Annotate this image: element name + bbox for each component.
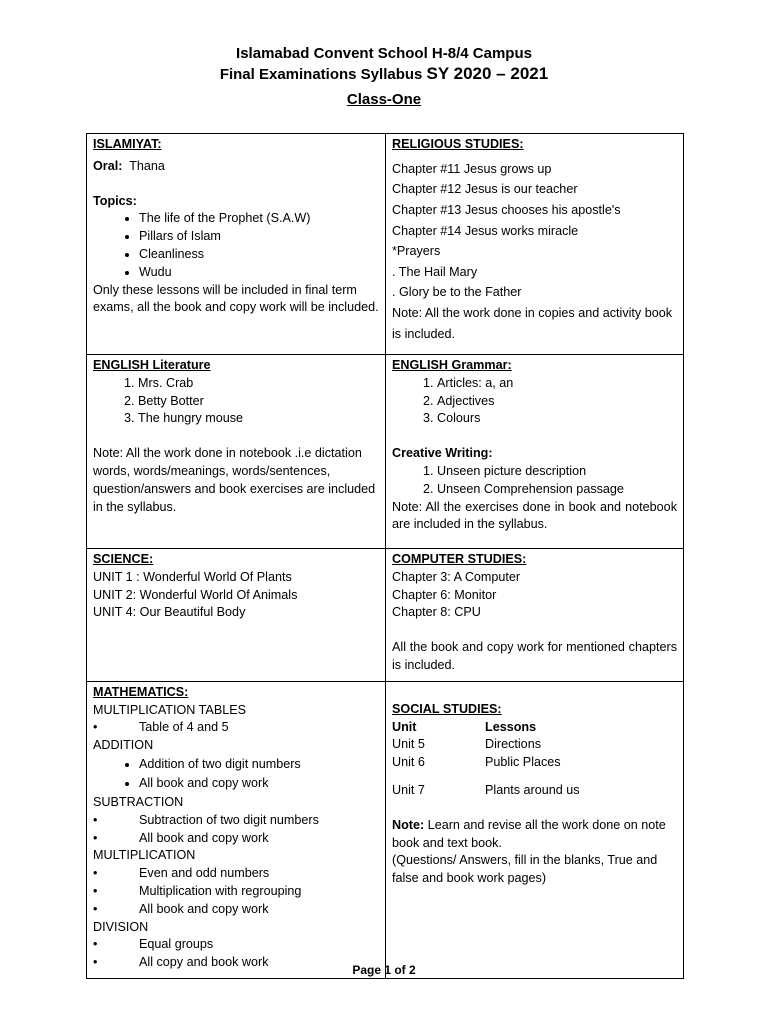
list-item: 3. Colours <box>437 410 677 428</box>
social-studies-note <box>392 817 677 853</box>
note-text: Learn and revise all the work done on note book and text book. <box>392 817 666 850</box>
list-item: • Cleanliness <box>139 246 379 264</box>
list-item: Chapter 8: CPU <box>392 605 481 620</box>
lesson-name: Plants around us <box>485 782 580 797</box>
religious-cell <box>386 134 684 355</box>
list-item: • Wudu <box>139 264 379 282</box>
list-item: *Prayers <box>392 244 441 259</box>
list-item: • The life of the Prophet (S.A.W) <box>139 210 379 228</box>
list-item: 2. Betty Botter <box>138 393 379 411</box>
list-item <box>93 883 379 901</box>
mathematics-cell <box>87 681 386 978</box>
bullet: • <box>93 830 98 845</box>
social-studies-note-extra: (Questions/ Answers, fill in the blanks, True and false and book work pages) <box>392 853 658 886</box>
computer-studies-cell <box>386 549 684 682</box>
oral-value: Thana <box>129 158 165 173</box>
class-title: Class-One <box>346 91 422 108</box>
list-item <box>93 936 379 954</box>
list-item: Chapter 3: A Computer <box>392 569 521 584</box>
item-text: Table of 4 and 5 <box>139 720 229 735</box>
bullet: • <box>93 955 98 970</box>
religious-note: Note: All the work done in copies and activity book is included. <box>392 305 673 341</box>
list-item <box>392 736 677 754</box>
oral-label: Oral: <box>93 158 123 173</box>
list-item <box>93 719 379 737</box>
english-literature-heading: ENGLISH Literature <box>93 358 211 372</box>
note-label: Note: <box>392 817 425 832</box>
social-studies-cell <box>386 681 684 978</box>
list-item: 1. Mrs. Crab <box>138 375 379 393</box>
mathematics-heading: MATHEMATICS: <box>93 684 189 699</box>
social-studies-heading: SOCIAL STUDIES: <box>392 701 502 716</box>
list-item <box>392 782 677 800</box>
islamiyat-cell <box>87 134 386 355</box>
list-item: Chapter #12 Jesus is our teacher <box>392 182 578 197</box>
list-item: 1. Unseen picture description <box>437 463 677 481</box>
list-item: • Pillars of Islam <box>139 228 379 246</box>
topics-label: Topics: <box>93 193 137 208</box>
division-label: DIVISION <box>93 919 149 934</box>
islamiyat-heading: ISLAMIYAT: <box>93 137 162 151</box>
syllabus-table <box>86 133 684 979</box>
literature-note: Note: All the work done in notebook .i.e dictation words, words/meanings, words/sentences, question/answers and book exercises are included in the syllabus. <box>93 446 376 514</box>
table-row <box>87 549 684 682</box>
religious-heading: RELIGIOUS STUDIES: <box>392 137 524 151</box>
science-cell <box>87 549 386 682</box>
unit-name: Unit 7 <box>392 782 425 797</box>
list-item <box>93 901 379 919</box>
list-item <box>392 754 677 772</box>
subtraction-label: SUBTRACTION <box>93 794 184 809</box>
science-heading: SCIENCE: <box>93 552 154 566</box>
social-studies-columns <box>392 719 677 737</box>
grammar-list <box>392 375 677 428</box>
english-literature-cell <box>87 355 386 549</box>
list-item: Chapter #11 Jesus grows up <box>392 161 552 176</box>
bullet: • <box>93 937 98 952</box>
list-item: Chapter #14 Jesus works miracle <box>392 223 579 238</box>
islamiyat-note: Only these lessons will be included in final term exams, all the book and copy work will be included. <box>93 282 379 315</box>
list-item: 2. Unseen Comprehension passage <box>437 481 677 499</box>
oral-line <box>93 158 379 176</box>
item-text: Multiplication with regrouping <box>139 883 302 898</box>
unit-name: Unit 6 <box>392 755 425 770</box>
school-name: Islamabad Convent School H-8/4 Campus <box>236 45 532 62</box>
literature-list <box>93 375 379 428</box>
topics-list <box>93 210 379 281</box>
multiplication-label: MULTIPLICATION <box>93 848 196 863</box>
bullet: • <box>93 866 98 881</box>
addition-label: ADDITION <box>93 738 154 753</box>
exam-year: SY 2020 – 2021 <box>426 64 549 83</box>
table-row <box>87 134 684 355</box>
document-header <box>0 44 768 110</box>
page-number: Page 1 of 2 <box>352 963 416 977</box>
computer-studies-heading: COMPUTER STUDIES: <box>392 552 527 566</box>
lessons-column-header: Lessons <box>485 719 537 734</box>
item-text: All copy and book work <box>139 955 269 970</box>
english-grammar-heading: ENGLISH Grammar: <box>392 358 512 372</box>
english-grammar-cell <box>386 355 684 549</box>
bullet: • <box>93 901 98 916</box>
list-item: . Glory be to the Father <box>392 285 522 300</box>
item-text: All book and copy work <box>139 830 269 845</box>
list-item <box>93 812 379 830</box>
list-item <box>93 830 379 848</box>
bullet: • <box>93 720 98 735</box>
creative-writing-label: Creative Writing: <box>392 446 493 461</box>
lesson-name: Directions <box>485 737 541 752</box>
list-item: UNIT 2: Wonderful World Of Animals <box>93 587 298 602</box>
list-item: 1. Articles: a, an <box>437 375 677 393</box>
list-item: • All book and copy work <box>139 774 379 794</box>
list-item: Chapter #13 Jesus chooses his apostle's <box>392 202 621 217</box>
grammar-note: Note: All the exercises done in book and notebook are included in the syllabus. <box>392 499 677 532</box>
list-item: 2. Adjectives <box>437 393 677 411</box>
list-item: • Addition of two digit numbers <box>139 755 379 775</box>
item-text: Even and odd numbers <box>139 866 270 881</box>
item-text: All book and copy work <box>139 901 269 916</box>
list-item: 3. The hungry mouse <box>138 410 379 428</box>
bullet: • <box>93 812 98 827</box>
list-item: UNIT 1 : Wonderful World Of Plants <box>93 569 292 584</box>
list-item <box>93 865 379 883</box>
item-text: Equal groups <box>139 937 214 952</box>
item-text: Subtraction of two digit numbers <box>139 812 319 827</box>
creative-writing-list <box>392 463 677 499</box>
unit-name: Unit 5 <box>392 737 425 752</box>
addition-list <box>93 755 379 794</box>
exam-title <box>0 64 768 85</box>
computer-note: All the book and copy work for mentioned chapters is included. <box>392 640 677 672</box>
unit-column-header: Unit <box>392 719 417 734</box>
list-item: Chapter 6: Monitor <box>392 587 497 602</box>
table-row <box>87 355 684 549</box>
mult-tables-label: MULTIPLICATION TABLES <box>93 702 247 717</box>
bullet: • <box>93 883 98 898</box>
lesson-name: Public Places <box>485 755 561 770</box>
list-item: . The Hail Mary <box>392 264 478 279</box>
table-row <box>87 681 684 978</box>
exam-title-prefix: Final Examinations Syllabus <box>219 66 423 83</box>
list-item: UNIT 4: Our Beautiful Body <box>93 605 246 620</box>
